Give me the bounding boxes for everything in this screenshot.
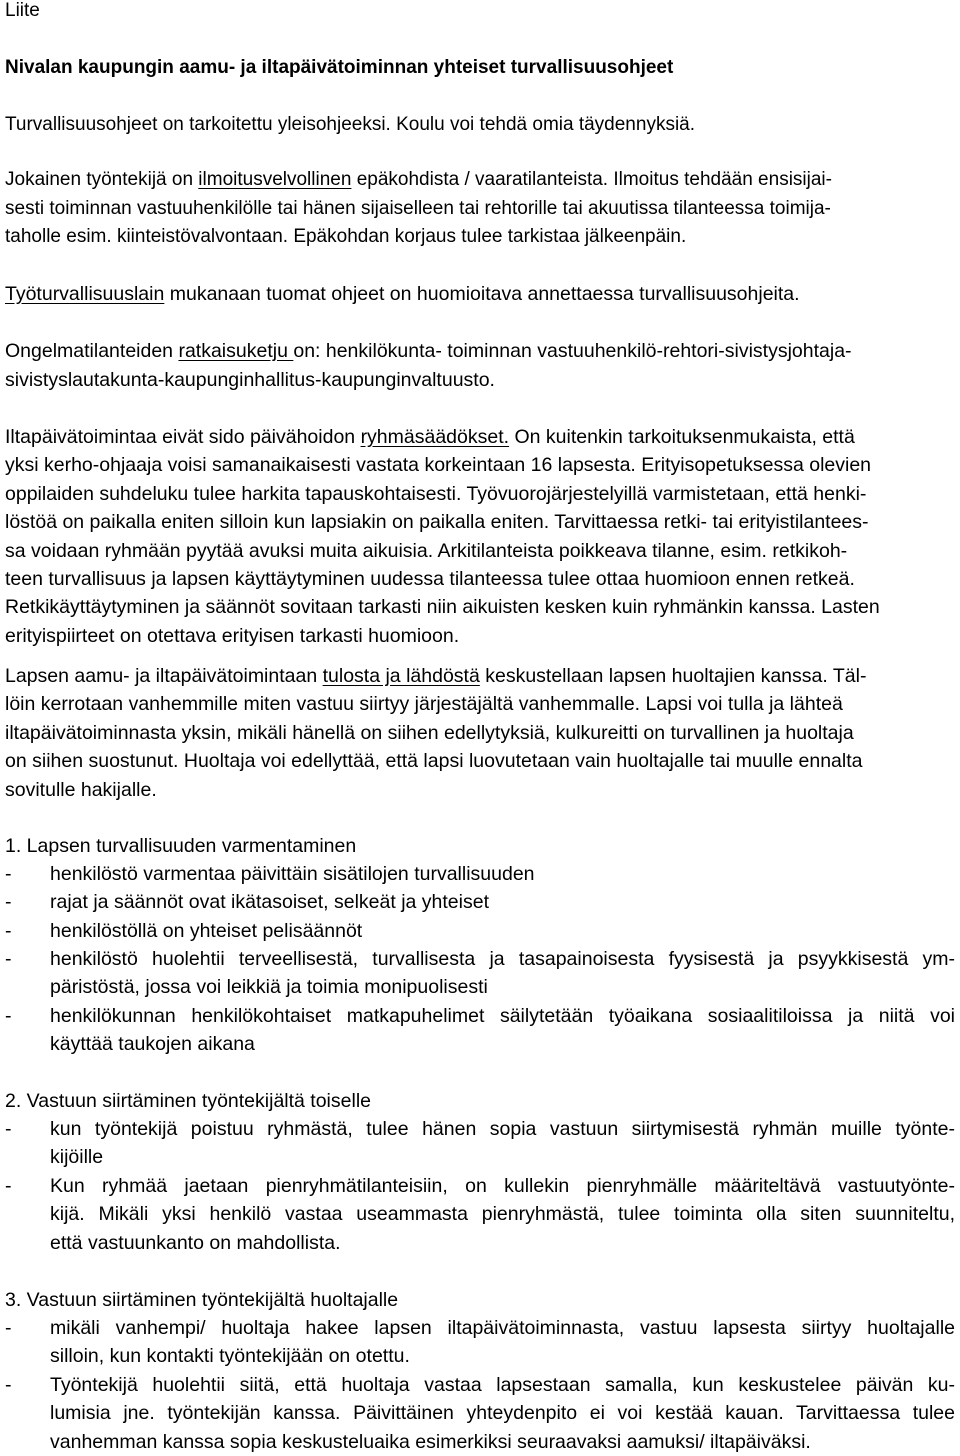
group-regulations-link: ryhmäsäädökset. xyxy=(360,426,510,448)
bullet-dash: - xyxy=(5,891,12,913)
paragraph-law: Työturvallisuuslain mukanaan tuomat ohjeet on huomioitava annettaessa turvallisuusohjeita. xyxy=(5,283,800,305)
bullet-dash: - xyxy=(5,1005,12,1027)
appendix-label: Liite xyxy=(5,0,40,21)
report-line-2: sesti toiminnan vastuuhenkilölle tai hänen sijaiselleen tai rehtorille tai akuutissa tilanteessa toimija- xyxy=(5,198,831,219)
bullet-dash: - xyxy=(5,863,12,885)
bullet-dash: - xyxy=(5,1118,12,1140)
list-item: - henkilöstö varmentaa päivittäin sisätilojen turvallisuuden xyxy=(5,860,955,888)
section-heading: 1. Lapsen turvallisuuden varmentaminen xyxy=(5,835,357,857)
list-item: - mikäli vanhempi/ huoltaja hakee lapsen iltapäivätoiminnasta, vastuu lapsesta siirtyy huoltajalle silloin, kun kontakti työntekijään on otettu. xyxy=(5,1314,955,1371)
bullet-dash: - xyxy=(5,948,12,970)
arrival-line-1: Lapsen aamu- ja iltapäivätoimintaan tulosta ja lähdöstä keskustellaan lapsen huoltajien kanssa. Täl- xyxy=(5,665,867,687)
page-title: Nivalan kaupungin aamu- ja iltapäivätoiminnan yhteiset turvallisuusohjeet xyxy=(5,57,674,78)
report-duty-link: ilmoitusvelvollinen xyxy=(198,169,352,190)
afternoon-line-3: oppilaiden suhdeluku tulee harkita tapauskohtaisesti. Työvuorojärjestelyillä varmistetaan, että henki- xyxy=(5,483,867,505)
bullet-dash: - xyxy=(5,920,12,942)
report-line-1: Jokainen työntekijä on ilmoitusvelvollinen epäkohdista / vaaratilanteista. Ilmoitus tehdään ensisijai- xyxy=(5,169,832,190)
paragraph-general: Turvallisuusohjeet on tarkoitettu yleisohjeeksi. Koulu voi tehdä omia täydennyksiä. xyxy=(5,114,696,135)
arrival-line-4: on siihen suostunut. Huoltaja voi edellyttää, että lapsi luovutetaan vain huoltajalle tai muulle ennalta xyxy=(5,750,863,772)
chain-line-2: sivistyslautakunta-kaupunginhallitus-kaupunginvaltuusto. xyxy=(5,369,495,391)
list-item: - henkilöstöllä on yhteiset pelisäännöt xyxy=(5,917,955,945)
afternoon-line-5: sa voidaan ryhmään pyytää avuksi muita aikuisia. Arkitilanteista poikkeava tilanne, esim. retkikoh- xyxy=(5,540,848,562)
afternoon-line-7: Retkikäyttäytyminen ja säännöt sovitaan tarkasti niin aikuisten kesken kuin ryhmänkin kanssa. Lasten xyxy=(5,596,880,618)
list-item: - Työntekijä huolehtii siitä, että huoltaja vastaa lapsestaan samalla, kun keskustelee päivän ku- lumisia jne. työntekijän kanssa. Päivittäinen yhteydenpito ei voi kestää kauan. Tarvittaessa tulee vanhemman kanssa sopia keskusteluaika esimerkiksi seuraavaksi aamuksi/ iltapäiväksi. xyxy=(5,1371,955,1456)
chain-link: ratkaisuketju xyxy=(178,340,294,362)
list-item: - Kun ryhmää jaetaan pienryhmätilanteisiin, on kullekin pienryhmälle määriteltävä vastuutyönte- kijä. Mikäli yksi henkilö vastaa useammasta pienryhmästä, tulee toiminta olla siten suunniteltu, että vastuunkanto on mahdollista. xyxy=(5,1172,955,1257)
law-link: Työturvallisuuslain xyxy=(5,283,165,305)
bullet-dash: - xyxy=(5,1374,12,1396)
section-heading: 2. Vastuun siirtäminen työntekijältä toiselle xyxy=(5,1090,371,1112)
arrival-departure-link: tulosta ja lähdöstä xyxy=(322,665,480,687)
arrival-line-2: löin kerrotaan vanhemmille miten vastuu siirtyy järjestäjältä vanhemmalle. Lapsi voi tulla ja lähteä xyxy=(5,693,843,715)
chain-line-1: Ongelmatilanteiden ratkaisuketju on: henkilökunta- toiminnan vastuuhenkilö-rehtori-sivistysjohtaja- xyxy=(5,340,852,362)
afternoon-line-4: löstöä on paikalla eniten silloin kun lapsiakin on paikalla eniten. Tarvittaessa retki- tai erityistilantees- xyxy=(5,511,869,533)
arrival-line-3: iltapäivätoiminnasta yksin, mikäli hänellä on siihen edellytyksiä, kulkureitti on turvallinen ja huoltaja xyxy=(5,722,854,744)
list-item: - henkilöstö huolehtii terveellisestä, turvallisesta ja tasapainoisesta fyysisestä ja psyykkisestä ym- päristöstä, jossa voi leikkiä ja toimia monipuolisesti xyxy=(5,945,955,1002)
bullet-dash: - xyxy=(5,1175,12,1197)
list-item: - kun työntekijä poistuu ryhmästä, tulee hänen sopia vastuun siirtymisestä ryhmän muille työnte- kijöille xyxy=(5,1115,955,1172)
afternoon-line-2: yksi kerho-ohjaaja voisi samanaikaisesti vastata korkeintaan 16 lapsesta. Erityisopetuksessa olevien xyxy=(5,454,872,476)
list-item: - rajat ja säännöt ovat ikätasoiset, selkeät ja yhteiset xyxy=(5,888,955,916)
report-line-3: taholle esim. kiinteistövalvontaan. Epäkohdan korjaus tulee tarkistaa jälkeenpäin. xyxy=(5,226,687,247)
section-heading: 3. Vastuun siirtäminen työntekijältä huoltajalle xyxy=(5,1289,399,1311)
bullet-dash: - xyxy=(5,1317,12,1339)
list-item: - henkilökunnan henkilökohtaiset matkapuhelimet säilytetään työaikana sosiaalitiloissa ja niitä voi käyttää taukojen aikana xyxy=(5,1002,955,1059)
arrival-line-5: sovitulle hakijalle. xyxy=(5,779,157,801)
afternoon-line-6: teen turvallisuus ja lapsen käyttäytyminen uudessa tilanteessa tulee ottaa huomioon ennen retkeä. xyxy=(5,568,855,590)
afternoon-line-1: Iltapäivätoimintaa eivät sido päivähoidon ryhmäsäädökset. On kuitenkin tarkoituksenmukaista, että xyxy=(5,426,855,448)
afternoon-line-8: erityispiirteet on otettava erityisen tarkasti huomioon. xyxy=(5,625,460,647)
